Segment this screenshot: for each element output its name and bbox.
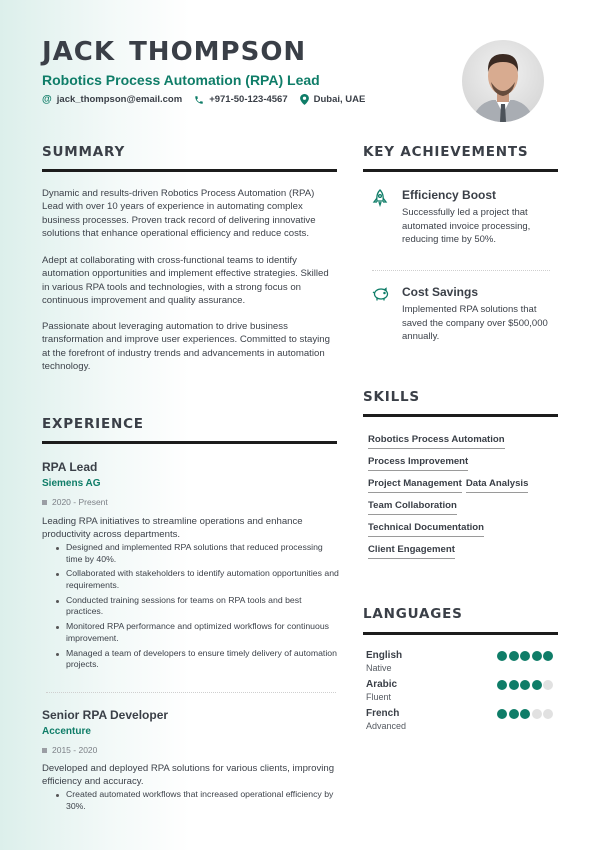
summary-paragraph: Dynamic and results-driven Robotics Process Automation (RPA) Lead with over 10 years of experience in automating complex business processes. Proven track record of delivering innovative solutions that enhance operational efficiency and reduce costs. bbox=[42, 188, 316, 239]
skill-tag: Project Management bbox=[368, 478, 462, 493]
skill-tag: Technical Documentation bbox=[368, 522, 484, 537]
piggy-bank-icon bbox=[372, 286, 390, 304]
achievement-description: Successfully led a project that automated invoice processing, reducing time by 50%. bbox=[402, 207, 531, 245]
language-item bbox=[366, 650, 556, 678]
rating-dot-filled bbox=[497, 709, 507, 719]
phone-text: +971-50-123-4567 bbox=[209, 94, 288, 105]
language-name: French bbox=[366, 708, 400, 719]
experience-heading: EXPERIENCE bbox=[42, 416, 144, 432]
language-item bbox=[366, 708, 556, 736]
experience-divider bbox=[42, 441, 337, 444]
job-bullets bbox=[54, 789, 339, 815]
achievement-title: Efficiency Boost bbox=[402, 188, 497, 202]
rating-dot-empty bbox=[543, 680, 553, 690]
job-title: Senior RPA Developer bbox=[42, 708, 169, 722]
candidate-name: JACK THOMPSON bbox=[42, 37, 307, 67]
language-name: Arabic bbox=[366, 679, 398, 690]
language-level: Native bbox=[366, 663, 392, 673]
summary-heading: SUMMARY bbox=[42, 144, 126, 160]
dates-text: 2020 - Present bbox=[52, 497, 108, 507]
languages-heading: LANGUAGES bbox=[363, 606, 463, 622]
language-rating bbox=[497, 651, 555, 661]
rating-dot-filled bbox=[497, 680, 507, 690]
skills-list bbox=[368, 434, 558, 566]
calendar-icon bbox=[42, 500, 47, 505]
company-name: Siemens AG bbox=[42, 478, 101, 489]
job-description: Leading RPA initiatives to streamline operations and enhance productivity across departments. bbox=[42, 516, 303, 540]
bullet-item: Conducted training sessions for teams on RPA tools and best practices. bbox=[54, 595, 339, 618]
achievements-divider bbox=[363, 169, 558, 172]
skill-tag: Team Collaboration bbox=[368, 500, 457, 515]
rocket-icon bbox=[372, 189, 390, 207]
phone-icon bbox=[194, 95, 204, 105]
job-title: RPA Lead bbox=[42, 460, 98, 474]
company-name: Accenture bbox=[42, 726, 91, 737]
rating-dot-filled bbox=[509, 651, 519, 661]
profile-photo bbox=[462, 40, 544, 122]
rating-dot-empty bbox=[532, 709, 542, 719]
skill-tag: Robotics Process Automation bbox=[368, 434, 505, 449]
contact-phone[interactable] bbox=[194, 94, 287, 105]
achievement-description: Implemented RPA solutions that saved the company over $500,000 annually. bbox=[402, 304, 548, 342]
job-dates bbox=[42, 497, 108, 507]
bullet-item: Collaborated with stakeholders to identify automation opportunities and requirements. bbox=[54, 568, 339, 591]
bullet-item: Created automated workflows that increased operational efficiency by 30%. bbox=[54, 789, 339, 812]
skills-heading: SKILLS bbox=[363, 389, 420, 405]
language-rating bbox=[497, 709, 555, 719]
rating-dot-filled bbox=[520, 680, 530, 690]
skill-tag: Client Engagement bbox=[368, 544, 455, 559]
rating-dot-filled bbox=[532, 680, 542, 690]
rating-dot-filled bbox=[509, 709, 519, 719]
contact-email[interactable] bbox=[42, 94, 182, 105]
achievements-heading: KEY ACHIEVEMENTS bbox=[363, 144, 529, 160]
achievement-title: Cost Savings bbox=[402, 285, 479, 299]
rating-dot-filled bbox=[520, 651, 530, 661]
skill-tag: Process Improvement bbox=[368, 456, 468, 471]
summary-divider bbox=[42, 169, 337, 172]
location-icon bbox=[300, 94, 309, 105]
language-rating bbox=[497, 680, 555, 690]
achievement-separator bbox=[372, 270, 550, 271]
job-separator bbox=[46, 692, 336, 693]
bullet-item: Monitored RPA performance and optimized workflows for continuous improvement. bbox=[54, 621, 339, 644]
job-bullets bbox=[54, 542, 339, 674]
language-level: Advanced bbox=[366, 721, 407, 731]
job-description: Developed and deployed RPA solutions for various clients, improving efficiency and accuracy. bbox=[42, 763, 335, 787]
bullet-item: Managed a team of developers to ensure timely delivery of automation projects. bbox=[54, 648, 339, 671]
calendar-icon bbox=[42, 748, 47, 753]
language-item bbox=[366, 679, 556, 707]
contact-location bbox=[300, 94, 366, 105]
at-icon: @ bbox=[42, 94, 52, 105]
rating-dot-filled bbox=[520, 709, 530, 719]
email-text: jack_thompson@email.com bbox=[56, 94, 183, 105]
language-name: English bbox=[366, 650, 403, 661]
rating-dot-filled bbox=[532, 651, 542, 661]
skill-tag: Data Analysis bbox=[466, 478, 529, 493]
rating-dot-filled bbox=[497, 651, 507, 661]
dates-text: 2015 - 2020 bbox=[52, 745, 98, 755]
candidate-title: Robotics Process Automation (RPA) Lead bbox=[42, 72, 320, 88]
rating-dot-filled bbox=[543, 651, 553, 661]
skills-divider bbox=[363, 414, 558, 417]
rating-dot-empty bbox=[543, 709, 553, 719]
job-dates bbox=[42, 745, 97, 755]
location-text: Dubai, UAE bbox=[313, 94, 366, 105]
contact-info bbox=[42, 94, 377, 105]
achievement-item bbox=[372, 188, 562, 248]
summary-paragraph: Adept at collaborating with cross-functional teams to identify automation opportunities and implement effective strategies. Skilled in various RPA tools and technologies, with a strong focus on continuous improvement and quality assurance. bbox=[42, 255, 329, 306]
achievement-item bbox=[372, 285, 562, 345]
summary-paragraph: Passionate about leveraging automation to drive business transformation and improve user experiences. Committed to staying at the forefront of industry trends and advancements in automation technology. bbox=[42, 321, 330, 372]
rating-dot-filled bbox=[509, 680, 519, 690]
language-level: Fluent bbox=[366, 692, 392, 702]
bullet-item: Designed and implemented RPA solutions that reduced processing time by 40%. bbox=[54, 542, 339, 565]
languages-divider bbox=[363, 632, 558, 635]
